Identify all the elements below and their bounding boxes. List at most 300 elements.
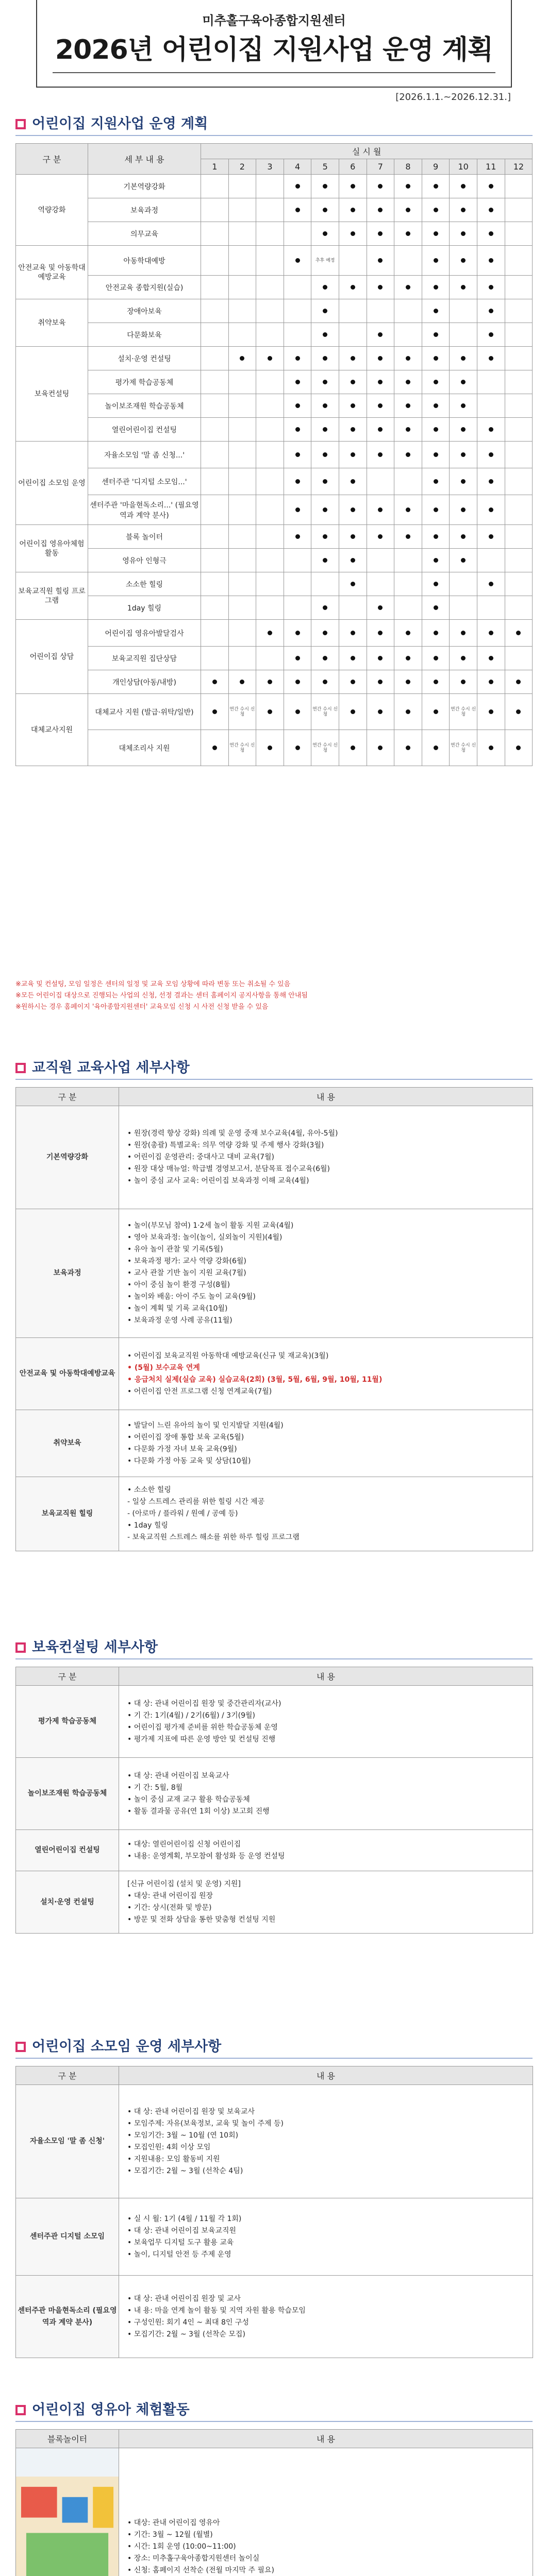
- month-cell: [284, 276, 311, 299]
- month-cell: [228, 198, 256, 222]
- scheduled-dot-icon: [323, 680, 327, 684]
- scheduled-dot-icon: [378, 631, 383, 635]
- month-cell: [311, 246, 339, 276]
- table-row: [16, 1758, 533, 1830]
- section-rule: [15, 2058, 533, 2059]
- month-cell: [311, 647, 339, 670]
- month-cell: [201, 495, 229, 525]
- month-cell: [201, 198, 229, 222]
- content-line: • 기간: 3월 ~ 12월 (월별): [127, 2531, 213, 2539]
- month-cell: [201, 299, 229, 323]
- month-cell: [422, 730, 450, 766]
- scheduled-dot-icon: [434, 558, 438, 563]
- scheduled-dot-icon: [434, 231, 438, 236]
- month-cell: [450, 596, 477, 620]
- month-cell: [477, 246, 505, 276]
- scheduled-dot-icon: [406, 184, 410, 189]
- month-cell: [311, 442, 339, 468]
- cell-note: 추후 예정: [315, 258, 335, 263]
- scheduled-dot-icon: [434, 184, 438, 189]
- month-cell: [367, 394, 394, 418]
- month-cell: [339, 730, 367, 766]
- period: [2026.1.1.~2026.12.31.]: [395, 92, 511, 103]
- month-cell: [311, 370, 339, 394]
- scheduled-dot-icon: [406, 231, 410, 236]
- row-content: [119, 2448, 533, 2576]
- month-cell: [394, 198, 422, 222]
- scheduled-dot-icon: [461, 558, 466, 563]
- scheduled-dot-icon: [489, 479, 493, 484]
- col-header-category: 구 분: [16, 2066, 119, 2085]
- schedule-row: [16, 549, 533, 572]
- content-line: • 대 상: 관내 어린이집 원장 및 중간관리자(교사): [127, 1699, 281, 1708]
- month-cell: [367, 694, 394, 730]
- month-cell: [422, 323, 450, 347]
- month-cell: [422, 442, 450, 468]
- month-cell: [256, 730, 284, 766]
- month-cell: [394, 418, 422, 442]
- month-cell: [201, 596, 229, 620]
- schedule-note: ※모든 어린이집 대상으로 진행되는 사업의 신청, 선정 결과는 센터 홈페이지 공지사항을 통해 안내됨: [15, 992, 308, 999]
- section-bullet-icon: [15, 2405, 26, 2415]
- month-cell: [505, 394, 533, 418]
- scheduled-dot-icon: [240, 356, 244, 361]
- month-cell: [422, 525, 450, 549]
- month-cell: [256, 525, 284, 549]
- scheduled-dot-icon: [434, 507, 438, 512]
- scheduled-dot-icon: [461, 356, 466, 361]
- scheduled-dot-icon: [323, 605, 327, 610]
- month-cell: [311, 495, 339, 525]
- month-cell: [339, 572, 367, 596]
- schedule-category: 대체교사지원: [16, 694, 88, 766]
- scheduled-dot-icon: [406, 452, 410, 457]
- content-line: • 1day 힐링: [127, 1521, 168, 1530]
- schedule-item-label: 블록 놀이터: [88, 525, 201, 549]
- scheduled-dot-icon: [378, 534, 383, 539]
- scheduled-dot-icon: [323, 534, 327, 539]
- month-header-6: 6: [339, 159, 367, 175]
- content-line: • 어린이집 평가제 준비를 위한 학습공동체 운영: [127, 1723, 278, 1732]
- month-cell: [422, 299, 450, 323]
- month-cell: [256, 394, 284, 418]
- scheduled-dot-icon: [323, 380, 327, 384]
- content-line: • 모집기간: 2월 ~ 3월 (선착순 모집): [127, 2330, 245, 2338]
- scheduled-dot-icon: [323, 403, 327, 408]
- schedule-item-label: 자율소모임 '말 좀 신청...': [88, 442, 201, 468]
- scheduled-dot-icon: [434, 656, 438, 660]
- month-cell: [311, 694, 339, 730]
- scheduled-dot-icon: [212, 745, 217, 750]
- scheduled-dot-icon: [323, 184, 327, 189]
- month-cell: [339, 175, 367, 198]
- scheduled-dot-icon: [489, 745, 493, 750]
- scheduled-dot-icon: [489, 184, 493, 189]
- month-cell: [284, 647, 311, 670]
- month-cell: [422, 596, 450, 620]
- month-cell: [311, 347, 339, 370]
- org-name: 미추홀구육아종합지원센터: [202, 13, 346, 28]
- month-header-3: 3: [256, 159, 284, 175]
- scheduled-dot-icon: [351, 507, 355, 512]
- scheduled-dot-icon: [461, 427, 466, 432]
- month-cell: [284, 468, 311, 495]
- month-cell: [339, 370, 367, 394]
- schedule-table: [15, 143, 533, 766]
- month-cell: [450, 394, 477, 418]
- month-cell: [311, 323, 339, 347]
- scheduled-dot-icon: [461, 452, 466, 457]
- cell-note: 연간 수시 신청: [451, 742, 476, 753]
- col-header-months: 실 시 월: [201, 144, 533, 159]
- scheduled-dot-icon: [489, 356, 493, 361]
- month-cell: [228, 347, 256, 370]
- month-cell: [228, 276, 256, 299]
- table-row: [16, 2448, 533, 2576]
- month-cell: [339, 670, 367, 694]
- month-cell: [339, 442, 367, 468]
- month-cell: [422, 495, 450, 525]
- month-cell: [505, 495, 533, 525]
- scheduled-dot-icon: [489, 258, 493, 263]
- month-cell: [394, 549, 422, 572]
- schedule-item-label: 놀이보조재원 학습공동체: [88, 394, 201, 418]
- month-cell: [477, 525, 505, 549]
- schedule-row: [16, 620, 533, 647]
- table-header-row: [16, 1088, 533, 1106]
- month-cell: [201, 549, 229, 572]
- month-cell: [256, 299, 284, 323]
- staff-education-table: [15, 1087, 533, 1551]
- month-cell: [201, 222, 229, 246]
- scheduled-dot-icon: [489, 309, 493, 313]
- month-cell: [394, 276, 422, 299]
- scheduled-dot-icon: [323, 309, 327, 313]
- month-cell: [228, 323, 256, 347]
- schedule-note: ※교육 및 컨설팅, 모임 일정은 센터의 일정 및 교육 모임 상황에 따라 변동 또는 취소될 수 있음: [15, 980, 291, 988]
- month-cell: [505, 370, 533, 394]
- scheduled-dot-icon: [323, 208, 327, 212]
- scheduled-dot-icon: [378, 745, 383, 750]
- month-cell: [256, 276, 284, 299]
- schedule-row: [16, 370, 533, 394]
- month-cell: [422, 670, 450, 694]
- scheduled-dot-icon: [489, 631, 493, 635]
- scheduled-dot-icon: [434, 427, 438, 432]
- section-bullet-icon: [15, 1642, 26, 1653]
- content-line: • 교사 관찰 기반 놀이 지원 교육(7월): [127, 1269, 246, 1277]
- month-cell: [394, 246, 422, 276]
- content-line: • 대 상: 관내 어린이집 보육교직원: [127, 2226, 237, 2235]
- table-row: [16, 1106, 533, 1209]
- col-header-category: 구 분: [16, 144, 88, 175]
- month-cell: [256, 694, 284, 730]
- row-content: [119, 1410, 533, 1477]
- scheduled-dot-icon: [489, 332, 493, 337]
- month-cell: [367, 549, 394, 572]
- content-line: • 대 상: 관내 어린이집 원장 및 보육교사: [127, 2107, 255, 2116]
- month-cell: [505, 468, 533, 495]
- table-row: [16, 1686, 533, 1758]
- content-line: • 놀이 중심 교재 교구 활용 학습공동체: [127, 1795, 250, 1804]
- scheduled-dot-icon: [434, 605, 438, 610]
- table-row: [16, 2085, 533, 2198]
- content-line: • 보육과정 운영 사례 공유(11월): [127, 1316, 233, 1325]
- schedule-item-label: 열린어린이집 컨설팅: [88, 418, 201, 442]
- month-cell: [201, 394, 229, 418]
- schedule-item-label: 센터주관 '디지털 소모임...': [88, 468, 201, 495]
- table-row: [16, 1410, 533, 1477]
- content-line: • 모임기간: 3월 ~ 10월 (연 10회): [127, 2131, 239, 2140]
- scheduled-dot-icon: [268, 745, 272, 750]
- content-line: • 대상: 관내 어린이집 영유아: [127, 2519, 220, 2527]
- month-cell: [477, 549, 505, 572]
- month-cell: [339, 323, 367, 347]
- scheduled-dot-icon: [516, 745, 521, 750]
- month-cell: [228, 572, 256, 596]
- schedule-item-label: 대체교사 지원 (발급·위탁/일반): [88, 694, 201, 730]
- scheduled-dot-icon: [351, 709, 355, 714]
- month-cell: [311, 572, 339, 596]
- schedule-row: [16, 276, 533, 299]
- month-cell: [311, 276, 339, 299]
- schedule-row: [16, 222, 533, 246]
- month-cell: [311, 549, 339, 572]
- table-header-row: [16, 1667, 533, 1686]
- scheduled-dot-icon: [406, 709, 410, 714]
- scheduled-dot-icon: [295, 380, 300, 384]
- scheduled-dot-icon: [323, 656, 327, 660]
- content-line: • 내용: 운영계획, 부모참여 활성화 등 운영 컨설팅: [127, 1852, 285, 1860]
- month-cell: [228, 394, 256, 418]
- scheduled-dot-icon: [323, 427, 327, 432]
- schedule-item-label: 개인상담(아동/내방): [88, 670, 201, 694]
- scheduled-dot-icon: [323, 452, 327, 457]
- content-line: [신규 어린이집 (설치 및 운영) 지원]: [127, 1880, 241, 1888]
- month-cell: [228, 370, 256, 394]
- month-cell: [422, 347, 450, 370]
- table-row: [16, 1338, 533, 1410]
- month-cell: [505, 323, 533, 347]
- month-cell: [284, 370, 311, 394]
- month-cell: [311, 418, 339, 442]
- month-cell: [367, 495, 394, 525]
- month-header-1: 1: [201, 159, 229, 175]
- month-cell: [201, 276, 229, 299]
- schedule-item-label: 보육교직원 집단상담: [88, 647, 201, 670]
- month-cell: [201, 525, 229, 549]
- month-cell: [228, 246, 256, 276]
- scheduled-dot-icon: [295, 427, 300, 432]
- content-line: • 놀이와 배움: 아이 주도 놀이 교육(9월): [127, 1293, 256, 1301]
- scheduled-dot-icon: [351, 380, 355, 384]
- month-cell: [422, 549, 450, 572]
- month-cell: [284, 495, 311, 525]
- month-cell: [201, 246, 229, 276]
- content-line: • 놀이(부모님 참여) 1·2세 놀이 활동 지원 교육(4월): [127, 1222, 294, 1230]
- month-cell: [284, 246, 311, 276]
- content-line: • 발달이 느린 유아의 놀이 및 인지발달 지원(4월): [127, 1421, 284, 1430]
- scheduled-dot-icon: [295, 452, 300, 457]
- month-cell: [228, 647, 256, 670]
- month-cell: [505, 222, 533, 246]
- month-cell: [339, 418, 367, 442]
- month-cell: [256, 198, 284, 222]
- month-cell: [201, 468, 229, 495]
- month-cell: [367, 730, 394, 766]
- scheduled-dot-icon: [268, 631, 272, 635]
- scheduled-dot-icon: [268, 709, 272, 714]
- content-line: • 방문 및 전화 상담을 통한 맞춤형 컨설팅 지원: [127, 1916, 276, 1924]
- row-category: 기본역량강화: [16, 1106, 119, 1209]
- month-cell: [477, 276, 505, 299]
- schedule-item-label: 다문화보육: [88, 323, 201, 347]
- content-line: • 대 상: 관내 어린이집 보육교사: [127, 1771, 229, 1780]
- col-header-content: 내 용: [119, 1088, 533, 1106]
- month-cell: [367, 442, 394, 468]
- section-title-staff-education: 교직원 교육사업 세부사항: [15, 1056, 190, 1076]
- month-cell: [367, 299, 394, 323]
- month-cell: [228, 175, 256, 198]
- month-cell: [284, 175, 311, 198]
- month-cell: [367, 175, 394, 198]
- scheduled-dot-icon: [406, 403, 410, 408]
- scheduled-dot-icon: [268, 356, 272, 361]
- schedule-category: 어린이집 소모임 운영: [16, 442, 88, 525]
- month-cell: [284, 198, 311, 222]
- month-cell: [394, 572, 422, 596]
- month-cell: [311, 525, 339, 549]
- month-cell: [505, 525, 533, 549]
- scheduled-dot-icon: [461, 680, 466, 684]
- scheduled-dot-icon: [378, 403, 383, 408]
- scheduled-dot-icon: [434, 380, 438, 384]
- scheduled-dot-icon: [461, 231, 466, 236]
- month-cell: [477, 418, 505, 442]
- month-cell: [477, 495, 505, 525]
- schedule-row: [16, 323, 533, 347]
- scheduled-dot-icon: [378, 208, 383, 212]
- scheduled-dot-icon: [378, 231, 383, 236]
- schedule-row: [16, 525, 533, 549]
- scheduled-dot-icon: [378, 184, 383, 189]
- section-rule: [15, 2421, 533, 2422]
- month-cell: [477, 670, 505, 694]
- small-groups-table: [15, 2066, 533, 2358]
- scheduled-dot-icon: [323, 332, 327, 337]
- scheduled-dot-icon: [378, 332, 383, 337]
- row-category: 자율소모임 '말 좀 신청': [16, 2085, 119, 2198]
- table-header-row: [16, 2430, 533, 2448]
- scheduled-dot-icon: [295, 258, 300, 263]
- scheduled-dot-icon: [351, 427, 355, 432]
- scheduled-dot-icon: [434, 479, 438, 484]
- scheduled-dot-icon: [378, 507, 383, 512]
- month-cell: [422, 694, 450, 730]
- month-cell: [367, 198, 394, 222]
- col-header-category: 블록놀이터: [16, 2430, 119, 2448]
- month-cell: [201, 620, 229, 647]
- content-line: • 모집기간: 2월 ~ 3월 (선착순 4팀): [127, 2166, 243, 2175]
- scheduled-dot-icon: [295, 534, 300, 539]
- month-cell: [284, 299, 311, 323]
- month-cell: [228, 620, 256, 647]
- month-cell: [505, 442, 533, 468]
- month-cell: [477, 620, 505, 647]
- month-header-2: 2: [228, 159, 256, 175]
- month-cell: [450, 276, 477, 299]
- scheduled-dot-icon: [351, 558, 355, 563]
- month-cell: [339, 276, 367, 299]
- month-cell: [228, 418, 256, 442]
- schedule-row: [16, 694, 533, 730]
- month-header-9: 9: [422, 159, 450, 175]
- month-cell: [284, 730, 311, 766]
- month-cell: [422, 620, 450, 647]
- month-cell: [422, 418, 450, 442]
- scheduled-dot-icon: [295, 507, 300, 512]
- scheduled-dot-icon: [461, 656, 466, 660]
- schedule-row: [16, 394, 533, 418]
- month-cell: [394, 495, 422, 525]
- content-line: • 놀이 계획 및 기록 교육(10월): [127, 1304, 228, 1313]
- scheduled-dot-icon: [378, 427, 383, 432]
- month-cell: [422, 276, 450, 299]
- month-cell: [450, 418, 477, 442]
- col-header-category: 구 분: [16, 1667, 119, 1686]
- month-header-7: 7: [367, 159, 394, 175]
- month-cell: [505, 572, 533, 596]
- scheduled-dot-icon: [323, 507, 327, 512]
- month-cell: [256, 549, 284, 572]
- content-line: • 대상: 관내 어린이집 원장: [127, 1892, 213, 1900]
- month-cell: [339, 299, 367, 323]
- row-category: 센터주관 디지털 소모임: [16, 2198, 119, 2276]
- month-cell: [339, 394, 367, 418]
- content-line: • 응급처치 실제(실습 교육) 실습교육(2회) (3월, 5월, 6월, 9월, 10월, 11월): [127, 1375, 383, 1384]
- month-cell: [311, 222, 339, 246]
- header-rule: [53, 72, 495, 73]
- scheduled-dot-icon: [323, 631, 327, 635]
- month-cell: [201, 730, 229, 766]
- content-line: • 어린이집 보육교직원 아동학대 예방교육(신규 및 재교육)(3월): [127, 1351, 329, 1360]
- content-line: • 보육과정 평가: 교사 역량 강화(6월): [127, 1257, 246, 1265]
- content-line: • 소소한 힐링: [127, 1486, 171, 1494]
- scheduled-dot-icon: [434, 258, 438, 263]
- scheduled-dot-icon: [351, 231, 355, 236]
- scheduled-dot-icon: [351, 208, 355, 212]
- scheduled-dot-icon: [489, 534, 493, 539]
- month-cell: [422, 222, 450, 246]
- scheduled-dot-icon: [516, 709, 521, 714]
- month-cell: [339, 468, 367, 495]
- content-line: • 구성인원: 회기 4인 ~ 최대 8인 구성: [127, 2318, 249, 2327]
- scheduled-dot-icon: [351, 534, 355, 539]
- table-row: [16, 1209, 533, 1338]
- schedule-category: 역량강화: [16, 175, 88, 246]
- content-line: • 기 간: 1기(4월) / 2기(6월) / 3기(9월): [127, 1711, 255, 1720]
- month-cell: [284, 222, 311, 246]
- content-line: • 신청: 홈페이지 선착순 (전월 마지막 주 필요): [127, 2566, 274, 2574]
- scheduled-dot-icon: [434, 285, 438, 290]
- scheduled-dot-icon: [489, 582, 493, 586]
- scheduled-dot-icon: [378, 605, 383, 610]
- row-content: [119, 1477, 533, 1551]
- month-cell: [367, 370, 394, 394]
- month-cell: [228, 549, 256, 572]
- month-cell: [450, 647, 477, 670]
- schedule-row: [16, 198, 533, 222]
